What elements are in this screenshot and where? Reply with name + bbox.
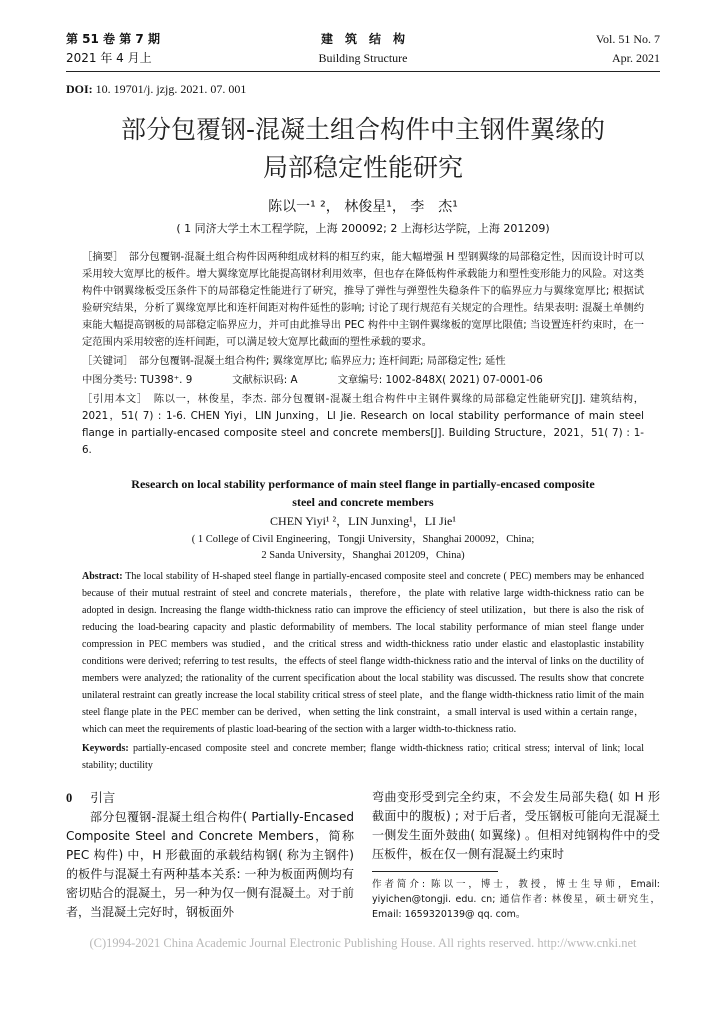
journal-issue: 第 51 卷 第 7 期: [66, 32, 160, 46]
abstract-en-label: Abstract:: [82, 571, 123, 582]
header-row-1: [66, 30, 660, 49]
article-no-value: 1002-848X( 2021) 07-0001-06: [382, 374, 543, 386]
title-en-line2: steel and concrete members: [292, 495, 434, 509]
authors-cn: 陈以一¹ ²， 林俊星¹， 李 杰¹: [268, 199, 458, 215]
doi-value: 10. 19701/j. jzjg. 2021. 07. 001: [92, 82, 247, 96]
clc-value: TU398⁺. 9: [136, 374, 193, 386]
left-column: [66, 788, 354, 922]
title-cn-line2: 局部稳定性能研究: [262, 153, 463, 182]
journal-date-en: Apr. 2021: [612, 51, 660, 65]
doc-code-label: 文献标识码:: [232, 374, 288, 386]
citation: [82, 391, 644, 459]
keywords-en-label: Keywords:: [82, 743, 129, 754]
authors-en: CHEN Yiyi¹ ²，LIN Junxing¹，LI Jie¹: [270, 514, 456, 528]
abstract-cn: [82, 249, 644, 351]
header-row-2: [66, 49, 660, 68]
section-title: 引言: [90, 790, 116, 805]
affiliation-en: [66, 532, 660, 564]
right-column: [372, 788, 660, 922]
abstract-en: [82, 568, 644, 738]
keywords-cn-label: ［关键词］: [82, 355, 129, 367]
keywords-cn-text: 部分包覆钢-混凝土组合构件; 翼缘宽厚比; 临界应力; 连杆间距; 局部稳定性; 延性: [138, 355, 506, 367]
article-no-label: 文章编号:: [337, 374, 383, 386]
header-rule: [66, 71, 660, 72]
watermark: (C)1994-2021 China Academic Journal Electronic Publishing House. All rights reserved. http://www.cnki.net: [89, 936, 637, 950]
title-cn: [66, 111, 660, 187]
body-left-column: 部分包覆钢-混凝土组合构件( Partially-Encased Composite Steel and Concrete Members，简称 PEC 构件) 中，H 形截面的承载结构钢( 称为主钢件) 的板件与混凝土有两种基本关系: 一种为板面两侧均有密切贴合的混凝土，另一种为仅一侧有混凝土。对于前者，当混凝土完好时，钢板面外: [66, 810, 355, 919]
journal-date: 2021 年 4 月上: [66, 51, 152, 65]
section-number: 0: [66, 791, 73, 805]
classification: [82, 372, 644, 389]
citation-text: 陈以一，林俊星，李杰. 部分包覆钢-混凝土组合构件中主钢件翼缘的局部稳定性能研究[J]. 建筑结构，2021，51( 7) : 1-6. CHEN Yiyi，LIN Junxing，LI Jie. Research on local stability performance of main steel flange in partially-encased composite steel and concrete members[J]. Building Structure，2021，51( 7) : 1-6.: [82, 393, 644, 456]
affiliation-cn: ( 1 同济大学土木工程学院，上海 200092; 2 上海杉达学院，上海 201209): [176, 222, 550, 235]
body-right-column: 弯曲变形受到完全约束，不会发生局部失稳( 如 H 形截面中的腹板) ; 对于后者，受压钢板可能向无混凝土一侧发生面外鼓曲( 如翼缘) 。但相对纯钢构件中的受压板件，板在仅一侧有混凝土约束时: [372, 790, 660, 861]
doc-code-value: A: [287, 374, 298, 386]
body-columns: [66, 788, 660, 922]
doi-label: DOI:: [66, 82, 93, 96]
footnote-rule: [372, 871, 498, 872]
section-heading: [66, 788, 354, 808]
affiliation-en-line2: 2 Sanda University，Shanghai 201209，China): [261, 550, 465, 561]
affiliation-en-line1: ( 1 College of Civil Engineering，Tongji University，Shanghai 200092，China;: [191, 534, 535, 545]
title-en-line1: Research on local stability performance of main steel flange in partially-encased composite: [131, 477, 595, 491]
footnote: 作者简介: 陈以一，博士，教授，博士生导师，Email: yiyichen@tongji. edu. cn; 通信作者: 林俊星，硕士研究生，Email: 1659320139@ qq. com。: [372, 879, 660, 920]
doi: [66, 81, 660, 97]
journal-name-cn: 建 筑 结 构: [320, 32, 405, 46]
title-en: [66, 475, 660, 511]
keywords-cn: [82, 353, 644, 370]
clc-label: 中图分类号:: [82, 374, 137, 386]
abstract-cn-text: 部分包覆钢-混凝土组合构件因两种组成材料的相互约束，能大幅增强 H 型钢翼缘的局部稳定性，因而设计时可以采用较大宽厚比的板件。增大翼缘宽厚比能提高钢材利用效率，但也存在降低构件承载能力和塑性变形能力的风险。对这类构件中钢翼缘板受压条件下的局部稳定性能进行了研究，推导了弹性与弹塑性失稳条件下的临界应力与翼缘宽厚比; 根据试验研究结果，分析了翼缘宽厚比和连杆间距对构件延性的影响; 讨论了现行规范有关规定的合理性。结果表明: 混凝土单侧约束能大幅提高钢板的局部稳定临界应力，并可由此推导出 PEC 构件中主钢件翼缘板的宽厚比限值; 当设置连杆约束时，在一定范围内采用较密的连杆间距，可以满足较大宽厚比截面的塑性承载的要求。: [82, 251, 644, 348]
title-cn-line1: 部分包覆钢-混凝土组合构件中主钢件翼缘的: [120, 115, 606, 144]
keywords-en: [82, 740, 644, 774]
journal-name-en: Building Structure: [318, 51, 408, 65]
abstract-en-text: The local stability of H-shaped steel flange in partially-encased composite steel and concrete ( PEC) members may be enhanced because of their mutual restraint of steel and concrete materials，therefore，the plate with relative large width-thickness ratio can be adopted in design. Increasing the flange width-thickness ratio can improve the efficiency of steel utilization，but there is also the risk of reducing the load-bearing capacity and plastic deformability of members. The local stability performance of mian steel flange under compression in PEC members was studied，and the critical stress and width-thickness ratio under elastic and elastoplastic instability conditions were derived; referring to test results，the effects of steel flange width-thickness ratio and the interval of links on the ductility of members were analyzed; the rationality of the current specification about the local stability was discussed. The results show that concrete unilateral restraint can greatly increase the local stability critical stress of steel plate，and the flange width-thickness ratio limit of the main steel flange plate in the PEC member can be derived，when setting the link constraint，a small interval is used within a certain range，which can meet the requirements of plastic load-bearing of the section with a larger width-to-thickness ratio.: [82, 571, 644, 735]
abstract-cn-label: ［摘要］: [82, 251, 119, 263]
citation-label: ［引用本文］: [82, 393, 143, 405]
keywords-en-text: partially-encased composite steel and concrete member; flange width-thickness ratio; critical stress; interval of link; local stability; ductility: [82, 743, 644, 771]
journal-volume-en: Vol. 51 No. 7: [595, 32, 660, 46]
